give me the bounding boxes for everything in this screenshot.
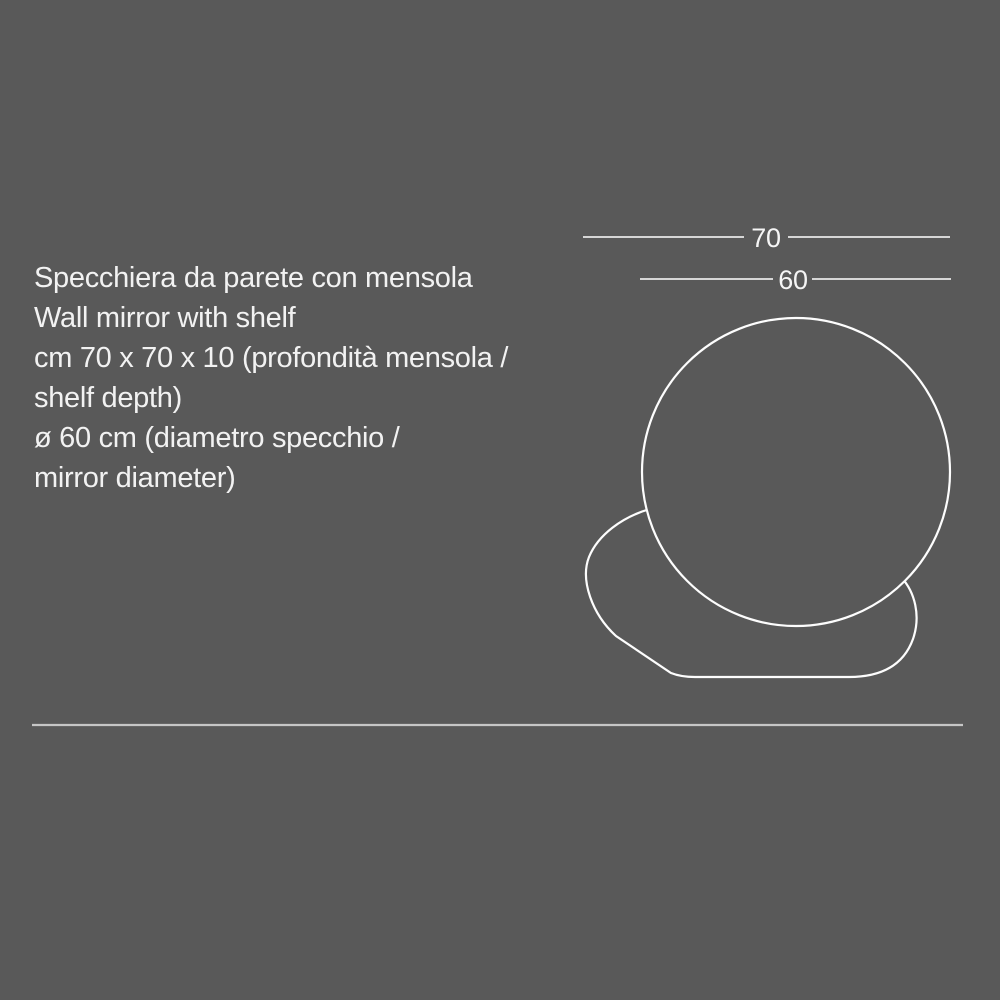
dimension-70-label: 70 bbox=[751, 223, 781, 253]
diameter-line-2: mirror diameter) bbox=[34, 462, 236, 494]
product-title-english: Wall mirror with shelf bbox=[34, 302, 296, 334]
diameter-line-1: ø 60 cm (diametro specchio / bbox=[34, 422, 400, 454]
dimensions-line-1: cm 70 x 70 x 10 (profondità mensola / bbox=[34, 342, 509, 374]
mirror-circle bbox=[642, 318, 950, 626]
product-title-italian: Specchiera da parete con mensola bbox=[34, 262, 473, 294]
dimension-70 bbox=[583, 223, 950, 253]
dimensions-line-2: shelf depth) bbox=[34, 382, 182, 414]
dimension-60-label: 60 bbox=[778, 265, 808, 295]
dimension-60 bbox=[640, 265, 951, 295]
